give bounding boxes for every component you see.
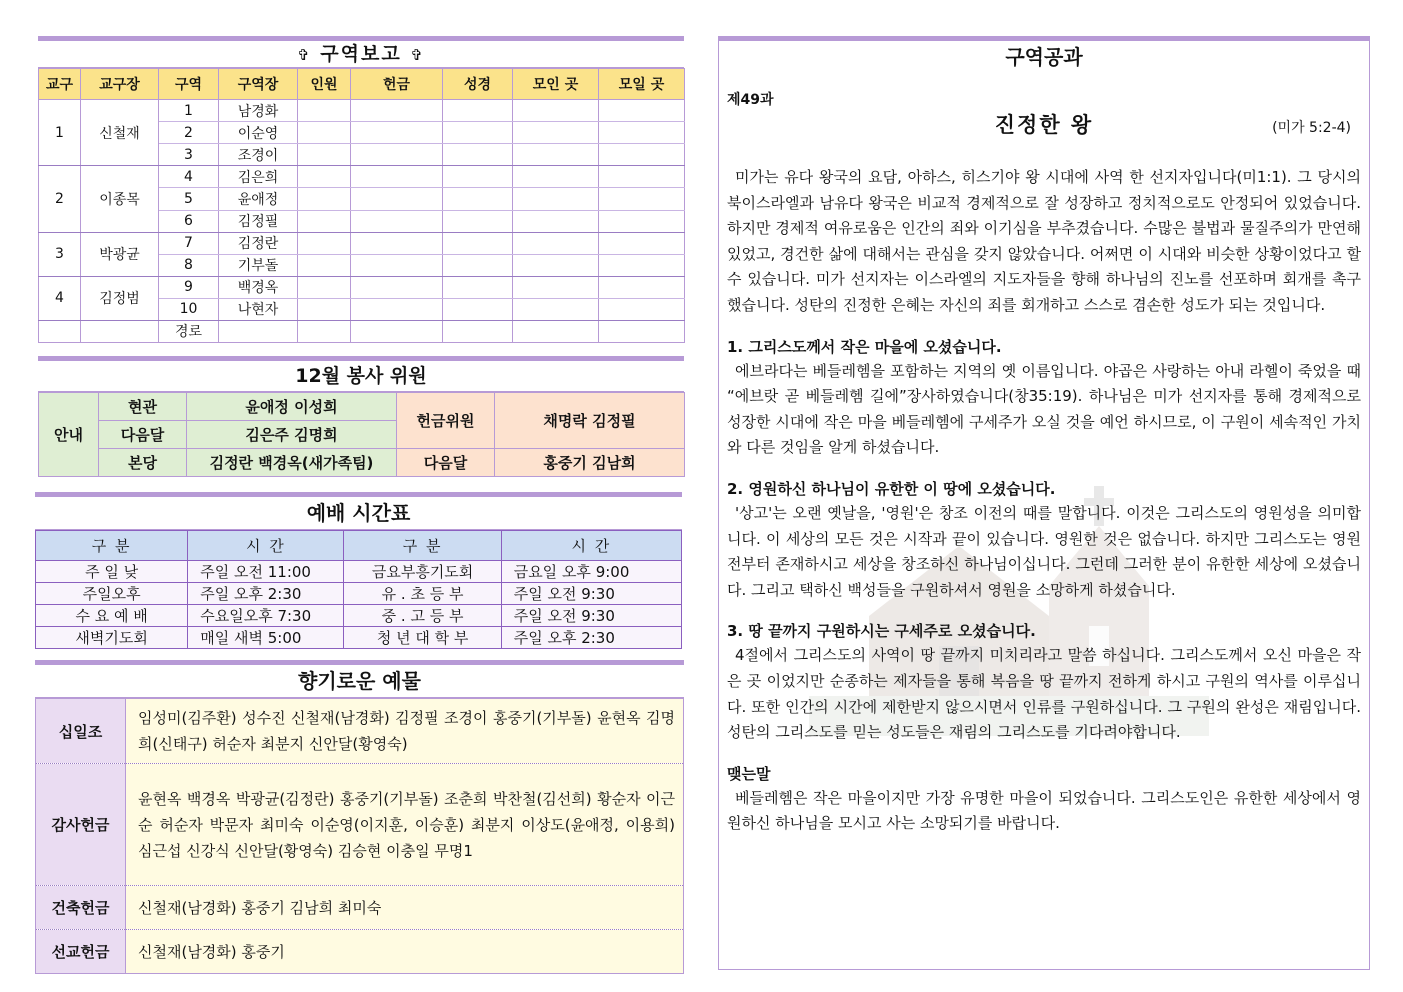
- col-header: 교구장: [81, 69, 159, 100]
- offering-names: 임성미(김주환) 성수진 신철재(남경화) 김정필 조경이 홍중기(기부돌) 윤현옥 김명희(신태구) 허순자 최분지 신안달(황영숙): [126, 699, 684, 764]
- point-heading: 1. 그리스도께서 작은 마을에 오셨습니다.: [727, 337, 1002, 356]
- table-row: [36, 930, 684, 974]
- zone-number: 8: [159, 254, 219, 276]
- point-text: '상고'는 오랜 옛날을, '영원'은 창조 이전의 때를 말합니다. 이것은 그리스도의 영원성을 의미합니다. 이 세상의 모든 것은 시작과 끝이 있습니다. 영원한 것은 없습니다. 하지만 그리스도는 영원 전부터 존재하시고 세상을 창조하신 하나님이십니다. 그런데 그러한 분이 유한한 세상에 오셨습니다. 그리고 택하신 백성들을 구원하셔서 영원을 소망하게 하셨습니다.: [727, 503, 1361, 599]
- service-time: 금요일 오후 9:00: [501, 561, 681, 583]
- district-leader: 김정범: [81, 276, 159, 320]
- worship-schedule-section: [35, 492, 682, 647]
- schedule-header-row: [36, 531, 682, 561]
- point-heading: 2. 영원하신 하나님이 유한한 이 땅에 오셨습니다.: [727, 479, 1056, 498]
- district-number: 1: [39, 100, 81, 166]
- service-name: 금요부흥기도회: [344, 561, 501, 583]
- col-header: 구 분: [344, 531, 501, 561]
- service-table: [38, 392, 685, 477]
- offering-title: 향기로운 예물: [35, 665, 684, 698]
- service-name: 청 년 대 학 부: [344, 627, 501, 649]
- cross-icon: ✞: [410, 46, 425, 64]
- zone-leader: 백경옥: [219, 276, 298, 298]
- zone-number: 6: [159, 210, 219, 232]
- service-place: 본당: [99, 449, 187, 477]
- table-row: [36, 583, 682, 605]
- zone-number: 5: [159, 188, 219, 210]
- elderly-label: 경로: [159, 320, 219, 342]
- guide-label: 안내: [39, 393, 99, 477]
- service-time: 주일 오전 9:30: [501, 583, 681, 605]
- service-names: 김정란 백경옥(새가족팀): [187, 449, 397, 477]
- table-row: [36, 561, 682, 583]
- lesson-header: 구역공과: [1005, 45, 1083, 69]
- col-header: 구역: [159, 69, 219, 100]
- service-time: 주일 오후 2:30: [188, 583, 344, 605]
- district-number: 2: [39, 166, 81, 232]
- service-place: 현관: [99, 393, 187, 421]
- zone-number: 9: [159, 276, 219, 298]
- table-row: [36, 699, 684, 764]
- zone-leader: 나현자: [219, 298, 298, 320]
- point-text: 4절에서 그리스도의 사역이 땅 끝까지 미치리라고 말씀 하십니다. 그리스도께서 오신 마을은 작은 곳 이었지만 순종하는 제자들을 통해 복음을 땅 끝까지 전하게 하시고 구원의 역사를 이루십니다. 또한 인간의 시간에 제한받지 않으시면서 인류를 구원하십니다. 그 구원의 완성은 재림입니다. 성탄의 그리스도를 믿는 성도들은 재림의 그리스도를 기다려야합니다.: [727, 646, 1361, 742]
- offering-type: 건축헌금: [36, 886, 126, 930]
- zone-leader: 김은희: [219, 166, 298, 188]
- service-title: 12월 봉사 위원: [38, 361, 684, 392]
- zone-leader: 김정란: [219, 232, 298, 254]
- table-row: [36, 605, 682, 627]
- offering-type: 십일조: [36, 699, 126, 764]
- district-report-section: [38, 36, 684, 344]
- service-name: 중 . 고 등 부: [344, 605, 501, 627]
- next-month-label: 다음달: [397, 449, 495, 477]
- table-row: [39, 166, 685, 188]
- zone-number: 7: [159, 232, 219, 254]
- table-row: [39, 449, 685, 477]
- zone-number: 2: [159, 122, 219, 144]
- table-row: [36, 886, 684, 930]
- service-time: 수요일오후 7:30: [188, 605, 344, 627]
- zone-leader: 조경이: [219, 144, 298, 166]
- scripture-reference: (미가 5:2-4): [1272, 120, 1351, 136]
- table-row: [39, 232, 685, 254]
- point-heading: 3. 땅 끝까지 구원하시는 구세주로 오셨습니다.: [727, 622, 1036, 641]
- service-name: 주 일 낮: [36, 561, 188, 583]
- col-header: 구 분: [36, 531, 188, 561]
- district-number: 3: [39, 232, 81, 276]
- col-header: 모일 곳: [599, 69, 685, 100]
- col-header: 인원: [298, 69, 351, 100]
- zone-leader: 김정필: [219, 210, 298, 232]
- lesson-body: [727, 165, 1361, 837]
- col-header: 헌금: [351, 69, 443, 100]
- table-row: [39, 393, 685, 421]
- offering-names: 윤현옥 백경옥 박광균(김정란) 홍중기(기부돌) 조춘희 박찬철(김선희) 황순자 이근순 허순자 박문자 최미숙 이순영(이지훈, 이승훈) 최분지 이상도(윤애정, 이용희) 심근섭 신강식 신안달(황영숙) 김승현 이충일 무명1: [126, 764, 684, 886]
- col-header: 성경: [443, 69, 513, 100]
- offering-table: [35, 698, 684, 974]
- offering-names: 신철재(남경화) 홍중기: [126, 930, 684, 974]
- schedule-title: 예배 시간표: [35, 497, 682, 530]
- table-row: [36, 764, 684, 886]
- table-row: [39, 276, 685, 298]
- report-header-row: [39, 69, 685, 100]
- next-month-names: 홍중기 김남희: [495, 449, 685, 477]
- offering-committee-label: 헌금위원: [397, 393, 495, 449]
- service-time: 주일 오후 2:30: [501, 627, 681, 649]
- service-time: 매일 새벽 5:00: [188, 627, 344, 649]
- district-number: 4: [39, 276, 81, 320]
- offering-type: 감사헌금: [36, 764, 126, 886]
- service-time: 주일 오전 11:00: [188, 561, 344, 583]
- closing-heading: 맺는말: [727, 764, 771, 783]
- offering-type: 선교헌금: [36, 930, 126, 974]
- report-table: [38, 68, 685, 343]
- schedule-table: [35, 530, 682, 649]
- zone-number: 1: [159, 100, 219, 122]
- service-name: 새벽기도회: [36, 627, 188, 649]
- table-row: [36, 627, 682, 649]
- lesson-section: [718, 36, 1370, 970]
- district-leader: 박광균: [81, 232, 159, 276]
- col-header: 구역장: [219, 69, 298, 100]
- zone-number: 10: [159, 298, 219, 320]
- service-time: 주일 오전 9:30: [501, 605, 681, 627]
- service-name: 주일오후: [36, 583, 188, 605]
- table-row: [39, 100, 685, 122]
- zone-leader: 이순영: [219, 122, 298, 144]
- service-name: 수 요 예 배: [36, 605, 188, 627]
- col-header: 시 간: [501, 531, 681, 561]
- col-header: 모인 곳: [513, 69, 599, 100]
- offerings-section: [35, 660, 684, 970]
- offering-committee-names: 채명락 김정필: [495, 393, 685, 449]
- service-names: 윤애정 이성희: [187, 393, 397, 421]
- lesson-title: 진정한 왕: [994, 113, 1094, 137]
- table-row-elderly: [39, 320, 685, 342]
- zone-leader: 기부돌: [219, 254, 298, 276]
- district-leader: 이종목: [81, 166, 159, 232]
- zone-leader: 남경화: [219, 100, 298, 122]
- lesson-number: 제49과: [727, 92, 774, 108]
- district-leader: 신철재: [81, 100, 159, 166]
- lesson-intro: 미가는 유다 왕국의 요담, 아하스, 히스기야 왕 시대에 사역 한 선지자입니다(미1:1). 그 당시의 북이스라엘과 남유다 왕국은 비교적 경제적으로 잘 성장하고 정치적으로도 안정되어 있었습니다. 하지만 경제적 여유로움은 인간의 죄와 이기심을 부추겼습니다. 수많은 불법과 물질주의가 만연해 있었고, 경건한 삶에 대해서는 관심을 갖지 않았습니다. 어쩌면 이 시대와 비슷한 상황이었다고 할 수 있습니다. 미가 선지자는 이스라엘의 지도자들을 향해 하나님의 진노를 선포하며 회개를 촉구했습니다. 성탄의 진정한 은혜는 자신의 죄를 회개하고 스스로 겸손한 성도가 되는 것입니다.: [727, 168, 1361, 314]
- report-title-text: 구역보고: [320, 43, 402, 65]
- col-header: 교구: [39, 69, 81, 100]
- report-title: [38, 41, 684, 68]
- col-header: 시 간: [188, 531, 344, 561]
- zone-number: 4: [159, 166, 219, 188]
- zone-leader: 윤애정: [219, 188, 298, 210]
- offering-names: 신철재(남경화) 홍중기 김남희 최미숙: [126, 886, 684, 930]
- service-committee-section: [38, 356, 684, 478]
- cross-icon: ✞: [297, 46, 312, 64]
- zone-number: 3: [159, 144, 219, 166]
- point-text: 에브라다는 베들레헴을 포함하는 지역의 옛 이름입니다. 야곱은 사랑하는 아내 라헬이 죽었을 때 “에브랏 곧 베들레헴 길에”장사하였습니다(창35:19). 하나님은 미가 선지자를 통해 경제적으로 성장한 시대에 작은 마을 베들레헴에 구세주가 오실 것을 예언 하시므로, 이 구원이 세속적인 가치와 다른 것임을 알게 하셨습니다.: [727, 361, 1361, 457]
- service-name: 유 . 초 등 부: [344, 583, 501, 605]
- service-place: 다음달: [99, 421, 187, 449]
- service-names: 김은주 김명희: [187, 421, 397, 449]
- closing-text: 베들레헴은 작은 마을이지만 가장 유명한 마을이 되었습니다. 그리스도인은 유한한 세상에서 영원하신 하나님을 모시고 사는 소망되기를 바랍니다.: [727, 788, 1361, 833]
